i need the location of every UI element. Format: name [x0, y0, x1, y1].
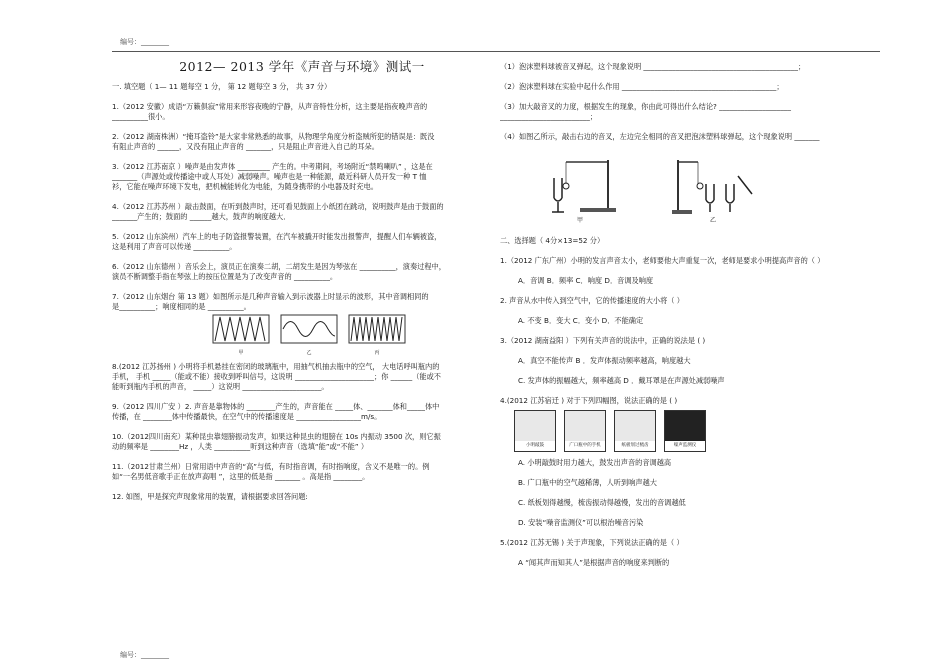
text-line: _______产生的；鼓面的 ______越大，鼓声的响度越大． [112, 212, 291, 221]
two-tuning-forks-icon [668, 154, 758, 216]
text-line: 8.(2012 江苏扬州 ) 小明将手机悬挂在密闭的玻璃瓶中，用抽气机抽去瓶中的空气， 大电话呼叫瓶内的 [112, 362, 440, 371]
tuning-fork-figure [540, 154, 880, 226]
text-line: 2. 声音从水中传入到空气中，它的传播速度的大小将（ ） [500, 296, 684, 305]
text-line: 衫，它能在噪声环境下发电，把机械能转化为电能，为随身携带的小电器及时充电。 [112, 182, 378, 191]
apparatus-label: 甲 [576, 217, 583, 224]
text-line: __________很小。 [112, 112, 170, 121]
text-line: 1.（2012 广东广州）小明的发言声音太小，老师要他大声重复一次，老师是要求小明提高声音的（ ） [500, 256, 825, 265]
text-line: （3）加大敲音叉的力度，根据发生的现象，你由此可得出什么结论? ____________________ [500, 102, 791, 111]
text-line: B. 广口瓶中的空气越稀薄，人听到响声越大 [518, 478, 657, 487]
text-line: 12. 如图，甲是探究声现象常用的装置，请根据要求回答问题: [112, 492, 308, 501]
text-line: 如“一名男低音歌手正在放声高唱 ”，这里的低是指 _______ 。高是指 ________。 [112, 472, 370, 481]
left-column [112, 59, 492, 502]
multiple-choice-questions [500, 236, 880, 406]
text-line: （2）泡沫塑料球在实验中起什么作用 ___________________________________________； [500, 82, 784, 91]
text-line: 11.（2012甘肃兰州）日常用语中声音的“高”与低，有时指音调，有时指响度，含义不是唯一的。例 [112, 462, 430, 471]
text-line: C. 发声体的振幅越大，频率越高 D ．戴耳罩是在声源处减弱噪声 [518, 376, 725, 385]
text-line: A. 不变 B．变大 C．变小 D．不能确定 [518, 316, 644, 325]
text-line: 4.（2012 江苏苏州 ）敲击鼓面，在听到鼓声时，还可看见鼓面上小纸团在跳动，说明鼓声是由于鼓面的 [112, 202, 444, 211]
text-line: 有阻止声音的 ______，又没有阻止声音的 _______，只是阻止声音进入自己的耳朵。 [112, 142, 379, 151]
text-line: 动的频率是 ________Hz ，人类 __________听到这种声音（选填“能”或“不能” ） [112, 442, 369, 451]
experiment-questions [500, 62, 880, 142]
text-line: 手机， 手机 _____（能或不能）接收到呼叫信号，这说明 ______________________；你 ______（能或不 [112, 372, 441, 381]
page-title: 2012— 2013 学年《声音与环境》测试一 [179, 59, 425, 74]
multiple-choice-questions-continued [500, 458, 880, 568]
waveform-figure [212, 314, 492, 358]
page-footer: 编号：________ [120, 651, 169, 659]
apparatus-panel [540, 154, 620, 226]
text-line: A. 小明敲鼓时用力越大，鼓发出声音的音调越高 [518, 458, 672, 467]
text-line: 一. 填空题（ 1— 11 题每空 1 分， 第 12 题每空 3 分， 共 37 分） [112, 82, 332, 91]
right-column [500, 62, 880, 568]
waveform-icon [280, 314, 338, 348]
noise-monitor-picture: 噪声监测仪 [664, 410, 706, 452]
text-line: 3.（2012 湖南益阳 ）下列有关声音的说法中，正确的说法是 ( ) [500, 336, 706, 345]
waveform-label: 甲 [238, 350, 244, 356]
text-line: 5.(2012 江苏无锡 ) 关于声现象，下列说法正确的是（ ） [500, 538, 684, 547]
text-line: 7.（2012 山东烟台 第 13 题）如图所示是几种声音输入到示波器上时显示的波形，其中音调相同的 [112, 292, 429, 301]
text-line: A．音调 B．频率 C．响度 D．音调及响度 [518, 276, 654, 285]
text-line: 传播，在 ________体中传播最快，在空气中的传播速度是 __________________m/s。 [112, 412, 382, 421]
waveform-panel [348, 314, 406, 358]
text-line: 5.（2012 山东滨州）汽车上的电子防盗报警装置，在汽车被撬开时能发出报警声，提醒人们车辆被盗， [112, 232, 442, 241]
waveform-label: 丙 [374, 350, 380, 356]
text-line: 演员不断调整手指在琴弦上的按压位置是为了改变声音的 __________。 [112, 272, 338, 281]
text-line: 4.(2012 江苏宿迁 ) 对于下列四幅图，说法正确的是 ( ) [500, 396, 678, 405]
text-line: _______（声源处或传播途中或人耳处）减弱噪声。噪声也是一种能源，最近科研人员开发一种 T 恤 [112, 172, 427, 181]
waveform-panel [212, 314, 270, 358]
comb-picture: 纸板划过梳齿 [614, 410, 656, 452]
text-line: 2.（2012 湖南株洲）“掩耳盗铃”是大家非常熟悉的故事，从物理学角度分析盗贼所犯的错误是：既没 [112, 132, 435, 141]
page-header: 编号：________ [120, 38, 169, 46]
header-rule [112, 51, 880, 52]
drum-picture: 小明敲鼓 [514, 410, 556, 452]
text-line: 6.（2012 山东德州 ）音乐会上，演员正在演奏二胡，二胡发生是因为琴弦在 __________，演奏过程中， [112, 262, 446, 271]
text-line: 这是利用了声音可以传递 __________。 [112, 242, 237, 251]
text-line: C. 纸板划得越慢，梳齿振动得越慢，发出的音调越低 [518, 498, 686, 507]
waveform-icon [348, 314, 406, 348]
tuning-fork-stand-icon [540, 154, 620, 216]
text-line: A．真空不能传声 B ．发声体振动频率越高，响度越大 [518, 356, 691, 365]
text-line: 10.（2012四川南充）某种昆虫靠翅膀振动发声，如果这种昆虫的翅膀在 10s 内振动 3500 次，则它振 [112, 432, 441, 441]
text-line: D. 安装“噪音监测仪”可以根治噪音污染 [518, 518, 644, 527]
text-line: 3.（2012 江苏南京 ）噪声是由发声体 _________ 产生的。中考期间，考场附近“禁鸣喇叭” ，这是在 [112, 162, 433, 171]
text-line: 二、选择题（ 4分×13=52 分） [500, 236, 605, 245]
waveform-panel [280, 314, 338, 358]
fill-in-questions-continued [112, 362, 492, 502]
waveform-icon [212, 314, 270, 348]
text-line: _________________________； [500, 112, 598, 121]
text-line: （1）泡沫塑料球被音叉弹起，这个现象说明 ___________________________________________； [500, 62, 806, 71]
text-line: 9.（2012 四川广安 ）2. 声音是靠物体的 ________产生的，声音能在 _____体、_______体和_____体中 [112, 402, 440, 411]
four-pictures-figure [500, 410, 880, 452]
fill-in-questions [112, 82, 492, 312]
apparatus-panel [668, 154, 758, 226]
apparatus-label: 乙 [709, 217, 716, 224]
waveform-label: 乙 [306, 350, 312, 356]
text-line: 1.（2012 安徽）成语“万籁俱寂”常用来形容夜晚的宁静，从声音特性分析，这主要是指夜晚声音的 [112, 102, 428, 111]
text-line: A “闻其声而知其人”是根据声音的响度来判断的 [518, 558, 670, 567]
text-line: 能听到瓶内手机的声音， _____）这说明 ______________________。 [112, 382, 329, 391]
phone-in-jar-picture: 广口瓶中的手机 [564, 410, 606, 452]
text-line: （4）如图乙所示，敲击右边的音叉，左边完全相同的音叉把泡沫塑料球弹起，这个现象说明 _______ [500, 132, 820, 141]
text-line: 是__________；响度相同的是 __________。 [112, 302, 251, 311]
